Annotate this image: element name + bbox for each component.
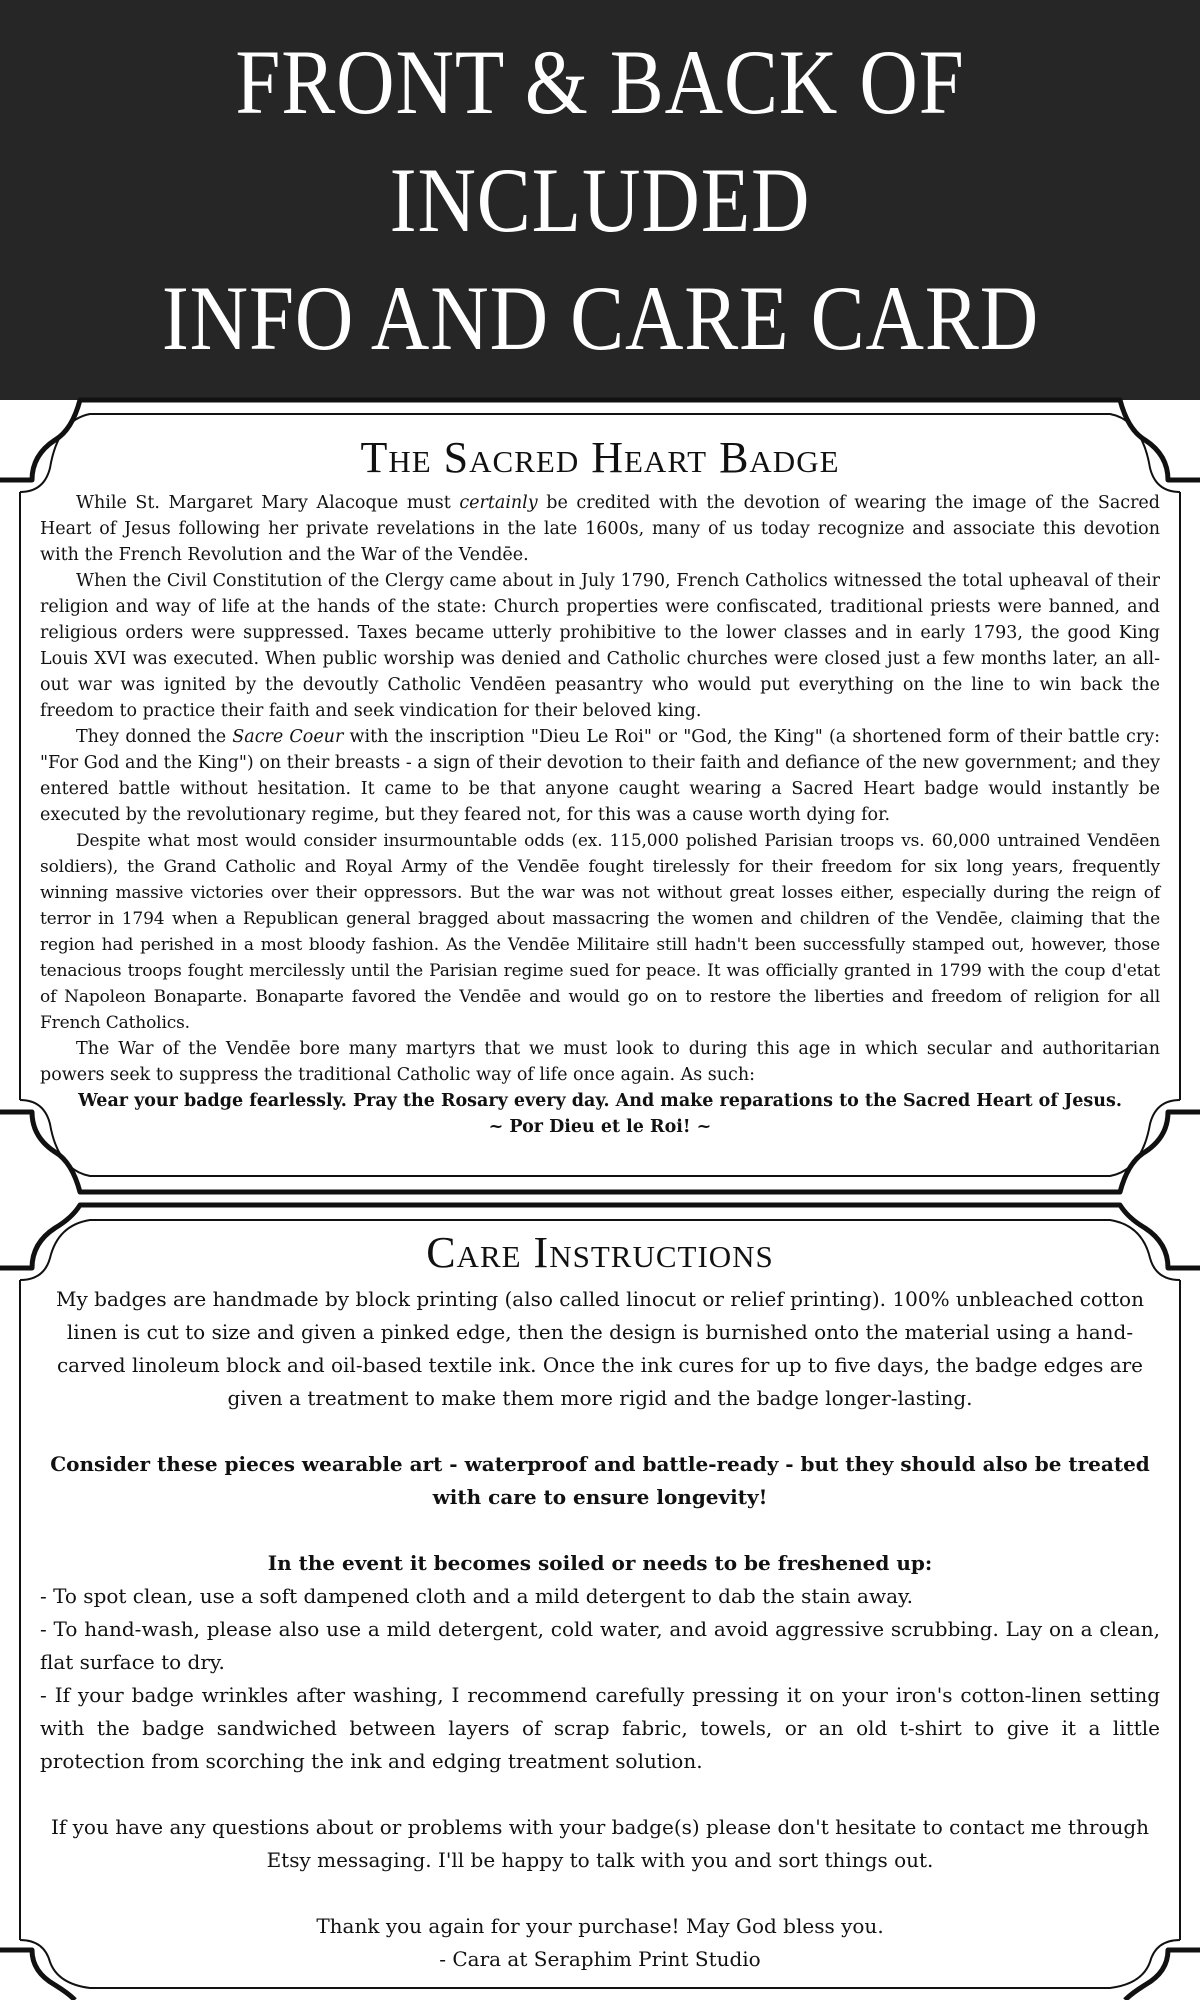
banner-title-line1: FRONT & BACK OF INCLUDED — [235, 31, 965, 251]
story-paragraph-1 — [40, 490, 1160, 568]
closing-exhortation: Wear your badge fearlessly. Pray the Rosary every day. And make reparations to the Sacred Heart of Jesus. — [78, 1091, 1122, 1111]
care-thanks: Thank you again for your purchase! May God bless you. — [316, 1914, 884, 1938]
story-p3-text-b: with the inscription "Dieu Le Roi" or "God, the King" (a shortened form of their battle cry: "For God and the King") on their breasts - a sign of their devotion to their faith and defiance of the new government; and they entered battle without hesitation. It came to be that anyone caught wearing a Sacred Heart badge would instantly be executed by the revolutionary regime, but they feared not, for this was a cause worth dying for. — [40, 727, 1160, 825]
back-card-title: Care Instructions — [426, 1228, 774, 1277]
back-card — [40, 1225, 1160, 1995]
story-p1-text-b: be credited with the devotion of wearing the image of the Sacred Heart of Jesus following her private revelations in the late 1600s, many of us today recognize and associate this devotion with the French Revolution and the War of the Vendēe. — [40, 493, 1160, 565]
care-signature: - Cara at Seraphim Print Studio — [439, 1947, 761, 1971]
front-card-title: The Sacred Heart Badge — [360, 433, 840, 482]
story-p1-emphasis: certainly — [459, 493, 538, 513]
story-p3-text-a: They donned the — [76, 727, 233, 747]
care-step-spot-clean: - To spot clean, use a soft dampened cloth and a mild detergent to dab the stain away. — [40, 1584, 914, 1608]
story-paragraph-5: The War of the Vendēe bore many martyrs that we must look to during this age in which secular and authoritarian powers seek to suppress the traditional Catholic way of life once again. As such: — [40, 1039, 1160, 1085]
care-step-ironing: - If your badge wrinkles after washing, I recommend carefully pressing it on your iron's cotton-linen setting with the badge sandwiched between layers of scrap fabric, towels, or an old t-shirt to give it a little protection from scorching the ink and edging treatment solution. — [40, 1683, 1160, 1773]
care-step-hand-wash: - To hand-wash, please also use a mild detergent, cold water, and avoid aggressive scrubbing. Lay on a clean, flat surface to dry. — [40, 1617, 1160, 1674]
care-soiled-heading: In the event it becomes soiled or needs to be freshened up: — [267, 1551, 933, 1575]
closing-motto: ~ Por Dieu et le Roi! ~ — [488, 1117, 712, 1137]
care-contact: If you have any questions about or problems with your badge(s) please don't hesitate to contact me through Etsy messaging. I'll be happy to talk with you and sort things out. — [50, 1815, 1150, 1872]
front-card — [40, 430, 1160, 1155]
story-paragraph-4: Despite what most would consider insurmountable odds (ex. 115,000 polished Parisian troops vs. 60,000 untrained Vendēen soldiers), the Grand Catholic and Royal Army of the Vendēe fought tirelessly for their freedom for six long years, frequently winning massive victories over their oppressors. But the war was not without great losses either, especially during the reign of terror in 1794 when a Republican general bragged about massacring the women and children of the Vendēe, claiming that the region had perished in a most bloody fashion. As the Vendēe Militaire still hadn't been successfully stamped out, however, those tenacious troops fought mercilessly until the Parisian regime sued for peace. It was officially granted in 1799 with the coup d'etat of Napoleon Bonaparte. Bonaparte favored the Vendēe and would go on to restore the liberties and freedom of religion for all French Catholics. — [40, 831, 1160, 1033]
banner-title-line2: INFO AND CARE CARD — [161, 267, 1039, 369]
story-paragraph-2: When the Civil Constitution of the Clergy came about in July 1790, French Catholics witnessed the total upheaval of their religion and way of life at the hands of the state: Church properties were confiscated, traditional priests were banned, and religious orders were suppressed. Taxes became utterly prohibitive to the lower classes and in early 1793, the good King Louis XVI was executed. When public worship was denied and Catholic churches were closed just a few months later, an all-out war was ignited by the devoutly Catholic Vendēen peasantry who would put everything on the line to win back the freedom to practice their faith and seek vindication for their beloved king. — [40, 571, 1160, 721]
story-p3-emphasis: Sacre Coeur — [232, 727, 344, 747]
story-paragraph-3 — [40, 724, 1160, 828]
story-p1-text-a: While St. Margaret Mary Alacoque must — [76, 493, 460, 513]
care-intro: My badges are handmade by block printing (also called linocut or relief printing). 100% unbleached cotton linen is cut to size and given a pinked edge, then the design is burnished onto the material using a hand-carved linoleum block and oil-based textile ink. Once the ink cures for up to five days, the badge edges are given a treatment to make them more rigid and the badge longer-lasting. — [56, 1287, 1144, 1410]
care-note: Consider these pieces wearable art - waterproof and battle-ready - but they should also be treated with care to ensure longevity! — [50, 1452, 1150, 1509]
